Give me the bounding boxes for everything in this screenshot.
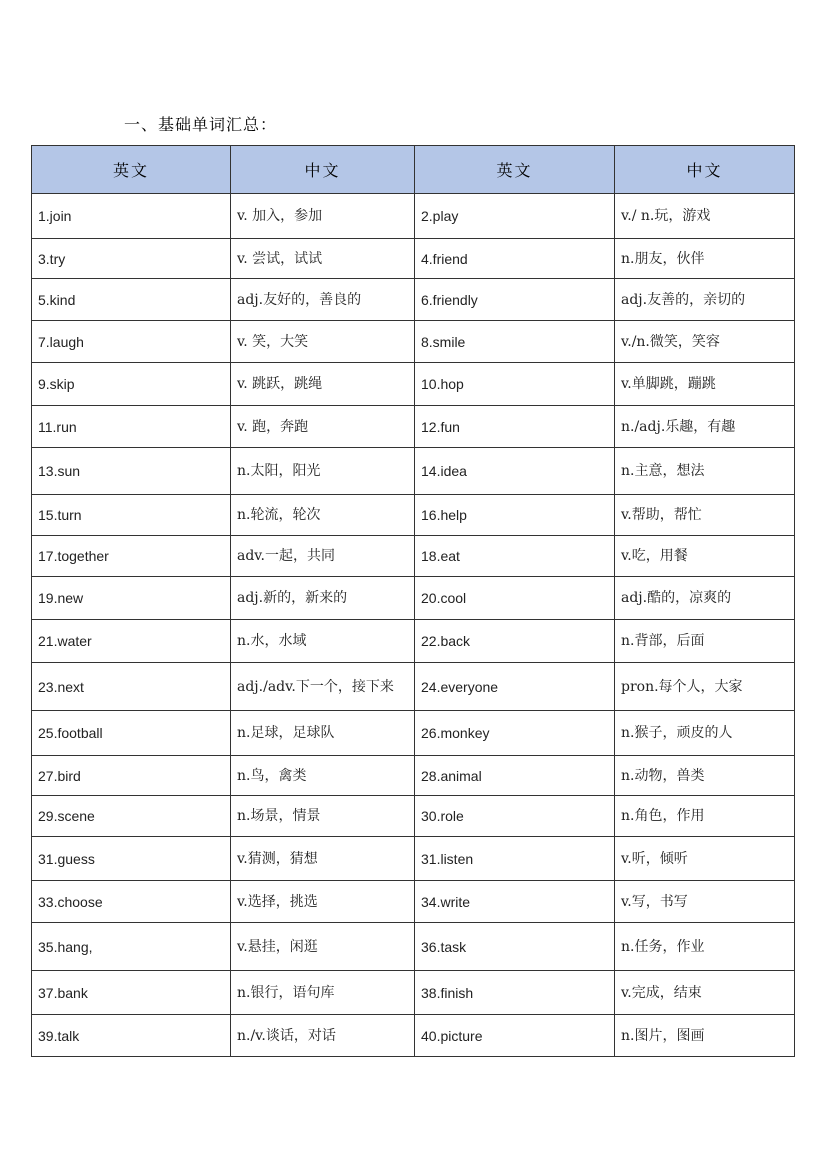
table-row [32, 620, 795, 663]
english-word: 36.task [415, 923, 615, 971]
table-row [32, 971, 795, 1015]
header-english-1: 英文 [32, 146, 231, 194]
english-word: 3.try [32, 239, 231, 279]
chinese-meaning: pron.每个人，大家 [615, 663, 795, 711]
english-word: 4.friend [415, 239, 615, 279]
english-word: 7.laugh [32, 321, 231, 363]
english-word: 31.listen [415, 837, 615, 881]
english-word: 27.bird [32, 756, 231, 796]
english-word: 1.join [32, 194, 231, 239]
table-row [32, 756, 795, 796]
table-row [32, 881, 795, 923]
english-word: 9.skip [32, 363, 231, 406]
english-word: 15.turn [32, 495, 231, 536]
english-word: 30.role [415, 796, 615, 837]
table-row [32, 923, 795, 971]
chinese-meaning: n.鸟，禽类 [231, 756, 415, 796]
chinese-meaning: v.猜测，猜想 [231, 837, 415, 881]
chinese-meaning: adj./adv.下一个，接下来 [231, 663, 415, 711]
chinese-meaning: v. 笑，大笑 [231, 321, 415, 363]
english-word: 18.eat [415, 536, 615, 577]
table-row [32, 1015, 795, 1057]
english-word: 26.monkey [415, 711, 615, 756]
chinese-meaning: v.选择，挑选 [231, 881, 415, 923]
english-word: 40.picture [415, 1015, 615, 1057]
chinese-meaning: n.任务，作业 [615, 923, 795, 971]
chinese-meaning: adj.新的，新来的 [231, 577, 415, 620]
english-word: 6.friendly [415, 279, 615, 321]
english-word: 34.write [415, 881, 615, 923]
chinese-meaning: v. 尝试，试试 [231, 239, 415, 279]
english-word: 14.idea [415, 448, 615, 495]
english-word: 25.football [32, 711, 231, 756]
chinese-meaning: adj.友好的，善良的 [231, 279, 415, 321]
table-row [32, 239, 795, 279]
chinese-meaning: adj.酷的，凉爽的 [615, 577, 795, 620]
chinese-meaning: v.单脚跳，蹦跳 [615, 363, 795, 406]
chinese-meaning: v.吃，用餐 [615, 536, 795, 577]
table-header-row [32, 146, 795, 194]
english-word: 21.water [32, 620, 231, 663]
chinese-meaning: n.轮流，轮次 [231, 495, 415, 536]
chinese-meaning: n.背部，后面 [615, 620, 795, 663]
english-word: 8.smile [415, 321, 615, 363]
english-word: 33.choose [32, 881, 231, 923]
english-word: 20.cool [415, 577, 615, 620]
chinese-meaning: v./ n.玩，游戏 [615, 194, 795, 239]
table-row [32, 536, 795, 577]
chinese-meaning: n.动物，兽类 [615, 756, 795, 796]
chinese-meaning: v.完成，结束 [615, 971, 795, 1015]
english-word: 24.everyone [415, 663, 615, 711]
english-word: 37.bank [32, 971, 231, 1015]
english-word: 31.guess [32, 837, 231, 881]
chinese-meaning: adj.友善的，亲切的 [615, 279, 795, 321]
english-word: 39.talk [32, 1015, 231, 1057]
header-chinese-2: 中文 [615, 146, 795, 194]
english-word: 38.finish [415, 971, 615, 1015]
english-word: 16.help [415, 495, 615, 536]
section-title: 一、基础单词汇总： [124, 115, 278, 134]
chinese-meaning: n./adj.乐趣，有趣 [615, 406, 795, 448]
chinese-meaning: n.主意，想法 [615, 448, 795, 495]
english-word: 29.scene [32, 796, 231, 837]
english-word: 12.fun [415, 406, 615, 448]
chinese-meaning: n./v.谈话，对话 [231, 1015, 415, 1057]
english-word: 10.hop [415, 363, 615, 406]
chinese-meaning: n.足球，足球队 [231, 711, 415, 756]
chinese-meaning: v.听，倾听 [615, 837, 795, 881]
chinese-meaning: v./n.微笑，笑容 [615, 321, 795, 363]
table-row [32, 279, 795, 321]
chinese-meaning: v.悬挂，闲逛 [231, 923, 415, 971]
table-row [32, 837, 795, 881]
chinese-meaning: v.帮助，帮忙 [615, 495, 795, 536]
chinese-meaning: n.场景，情景 [231, 796, 415, 837]
chinese-meaning: n.银行，语句库 [231, 971, 415, 1015]
vocabulary-table [31, 145, 795, 1057]
english-word: 19.new [32, 577, 231, 620]
english-word: 35.hang, [32, 923, 231, 971]
table-row [32, 321, 795, 363]
table-row [32, 406, 795, 448]
english-word: 5.kind [32, 279, 231, 321]
table-row [32, 796, 795, 837]
chinese-meaning: n.角色，作用 [615, 796, 795, 837]
chinese-meaning: adv.一起，共同 [231, 536, 415, 577]
table-row [32, 711, 795, 756]
chinese-meaning: n.朋友，伙伴 [615, 239, 795, 279]
table-row [32, 495, 795, 536]
table-row [32, 577, 795, 620]
vocabulary-table-body [32, 194, 795, 1057]
english-word: 2.play [415, 194, 615, 239]
english-word: 17.together [32, 536, 231, 577]
english-word: 23.next [32, 663, 231, 711]
table-row [32, 663, 795, 711]
chinese-meaning: v. 跳跃，跳绳 [231, 363, 415, 406]
english-word: 22.back [415, 620, 615, 663]
english-word: 28.animal [415, 756, 615, 796]
header-chinese-1: 中文 [231, 146, 415, 194]
table-row [32, 194, 795, 239]
chinese-meaning: v. 加入，参加 [231, 194, 415, 239]
table-row [32, 363, 795, 406]
chinese-meaning: v.写，书写 [615, 881, 795, 923]
chinese-meaning: n.猴子，顽皮的人 [615, 711, 795, 756]
chinese-meaning: n.太阳，阳光 [231, 448, 415, 495]
header-english-2: 英文 [415, 146, 615, 194]
chinese-meaning: v. 跑，奔跑 [231, 406, 415, 448]
chinese-meaning: n.水，水域 [231, 620, 415, 663]
english-word: 13.sun [32, 448, 231, 495]
chinese-meaning: n.图片，图画 [615, 1015, 795, 1057]
table-row [32, 448, 795, 495]
english-word: 11.run [32, 406, 231, 448]
